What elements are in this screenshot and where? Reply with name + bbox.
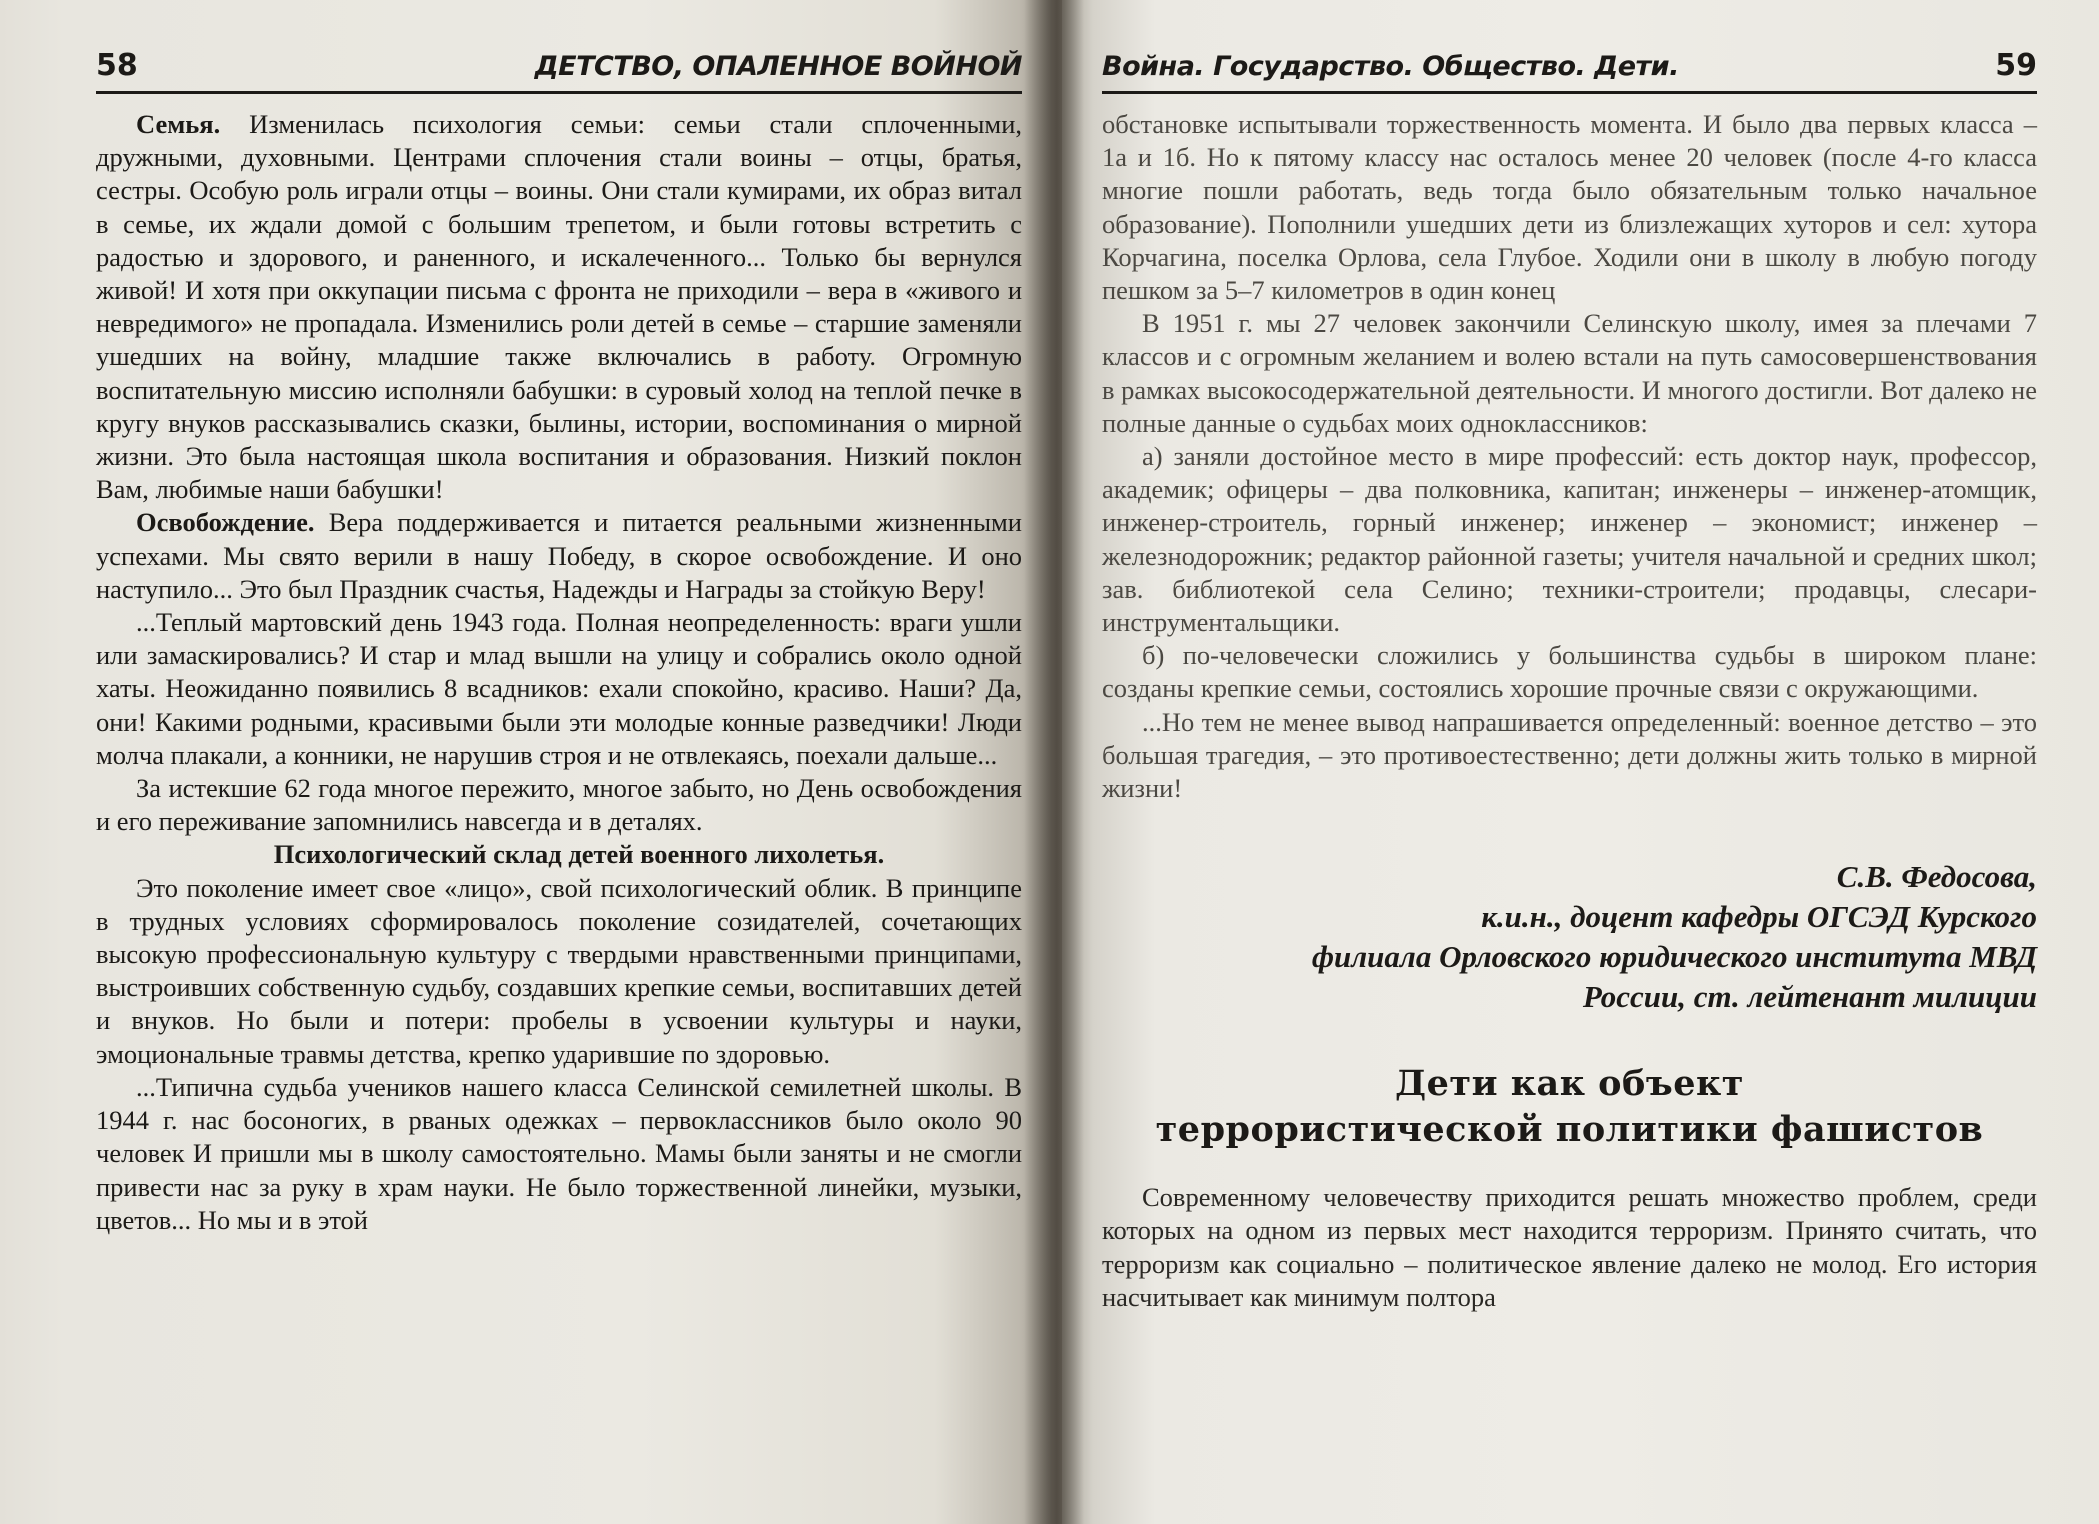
running-title: Война. Государство. Общество. Дети.	[1102, 51, 1679, 82]
paragraph: ...Типична судьба учеников нашего класса Селинской семилетней школы. В 1944 г. нас босоногих, в рваных одежках – первоклассников было около 90 человек И пришли мы в школу самостоятельно. Мамы были заняты и не смогли привести нас за руку в храм науки. Не было торжественной линейки, музыки, цветов... Но мы и в этой	[96, 1071, 1022, 1235]
right-page	[1062, 0, 2099, 1524]
paragraph: ...Но тем не менее вывод напрашивается определенный: военное детство – это большая трагедия, – это противоестественно; дети должны жить только в мирной жизни!	[1102, 706, 2037, 804]
article-body	[1102, 1181, 2037, 1314]
paragraph: Это поколение имеет свое «лицо», свой психологический облик. В принципе в трудных условиях сформировалось поколение созидателей, сочетающих высокую профессиональную культуру с твердыми нравственными принципами, выстроивших собственную судьбу, создавших крепкие семьи, воспитавших детей и внуков. Но были и потери: пробелы в усвоении культуры и науки, эмоциональные травмы детства, крепко ударившие по здоровью.	[96, 872, 1022, 1069]
author-title-line: к.и.н., доцент кафедры ОГСЭД Курского	[1481, 899, 2037, 935]
left-running-head	[96, 48, 1022, 94]
author-signature	[1102, 857, 2037, 1017]
right-body-text	[1102, 108, 2037, 805]
article-title-line: террористической политики фашистов	[1155, 1109, 1984, 1151]
paragraph-text: Вера поддерживается и питается реальными жизненными успехами. Мы свято верили в нашу Победу, в скорое освобождение. И оно наступило... Это был Праздник счастья, Надежды и Награды за стойкую Веру!	[96, 507, 1022, 604]
paragraph: б) по-человечески сложились у большинства судьбы в широком плане: созданы крепкие семьи, состоялись хорошие прочные связи с окружающими.	[1102, 640, 2037, 704]
page-number: 59	[1995, 48, 2037, 83]
section-subheading: Психологический склад детей военного лихолетья.	[273, 839, 885, 870]
author-name: С.В. Федосова,	[1836, 859, 2037, 895]
paragraph: ...Теплый мартовский день 1943 года. Полная неопределенность: враги ушли или замаскировались? И стар и млад вышли на улицу и собрались около одной хаты. Неожиданно появились 8 всадников: ехали спокойно, красиво. Наши? Да, они! Какими родными, красивыми были эти молодые конные разведчики! Люди молча плакали, а конники, не нарушив строя и не отвлекаясь, поехали дальше...	[96, 607, 1022, 770]
author-title-line: филиала Орловского юридического института МВД	[1311, 939, 2037, 975]
right-running-head	[1102, 48, 2037, 94]
paragraph: Современному человечеству приходится решать множество проблем, среди которых на одном из первых мест находится терроризм. Принято считать, что терроризм как социально – политическое явление далеко не молод. Его история насчитывает как минимум полтора	[1102, 1182, 2037, 1312]
paragraph	[96, 108, 1022, 506]
paragraph-lead: Освобождение.	[136, 507, 315, 538]
article-title-line: Дети как объект	[1395, 1063, 1744, 1105]
author-title-line: России, ст. лейтенант милиции	[1582, 979, 2037, 1015]
left-body-text	[96, 108, 1022, 1237]
running-title: ДЕТСТВО, ОПАЛЕННОЕ ВОЙНОЙ	[534, 51, 1022, 82]
article-title	[1102, 1061, 2037, 1153]
paragraph-lead: Семья.	[136, 109, 221, 139]
paragraph: За истекшие 62 года многое пережито, многое забыто, но День освобождения и его переживание запомнились навсегда и в деталях.	[96, 773, 1022, 837]
paragraph: обстановке испытывали торжественность момента. И было два первых класса – 1а и 1б. Но к пятому классу нас осталось менее 20 человек (после 4-го класса многие пошли работать, ведь тогда было обязательным только начальное образование). Пополнили ушедших дети из близлежащих хуторов и сел: хутора Корчагина, поселка Орлова, села Глубое. Ходили они в школу в любую погоду пешком за 5–7 километров в один конец	[1102, 109, 2037, 306]
paragraph-text: Изменилась психология семьи: семьи стали сплоченными, дружными, духовными. Центрами сплочения стали воины – отцы, братья, сестры. Особую роль играли отцы – воины. Они стали кумирами, их образ витал в семье, их ждали домой с большим трепетом, и были готовы встретить с радостью и здорового, и раненного, и искалеченного... Только бы вернулся живой! И хотя при оккупации письма с фронта не приходили – вера в «живого и невредимого» не пропадала. Изменились роли детей в семье – старшие заменяли ушедших на войну, младшие также включались в работу. Огромную воспитательную миссию исполняли бабушки: в суровый холод на теплой печке в кругу внуков рассказывались сказки, былины, истории, воспоминания о мирной жизни. Это была настоящая школа воспитания и образования. Низкий поклон Вам, любимые наши бабушки!	[96, 109, 1022, 505]
paragraph	[96, 506, 1022, 606]
paragraph: а) заняли достойное место в мире профессий: есть доктор наук, профессор, академик; офицеры – два полковника, капитан; инженеры – инженер-атомщик, инженер-строитель, горный инженер; инженер – экономист; инженер – железнодорожник; редактор районной газеты; учителя начальной и средних школ; зав. библиотекой села Селино; техники-строители; продавцы, слесари-инструментальщики.	[1102, 441, 2037, 638]
paragraph: В 1951 г. мы 27 человек закончили Селинскую школу, имея за плечами 7 классов и с огромным желанием и волею встали на путь самосовершенствования в рамках высокосодержательной деятельности. И многого достигли. Вот далеко не полные данные о судьбах моих одноклассников:	[1102, 308, 2037, 438]
page-number: 58	[96, 48, 138, 83]
